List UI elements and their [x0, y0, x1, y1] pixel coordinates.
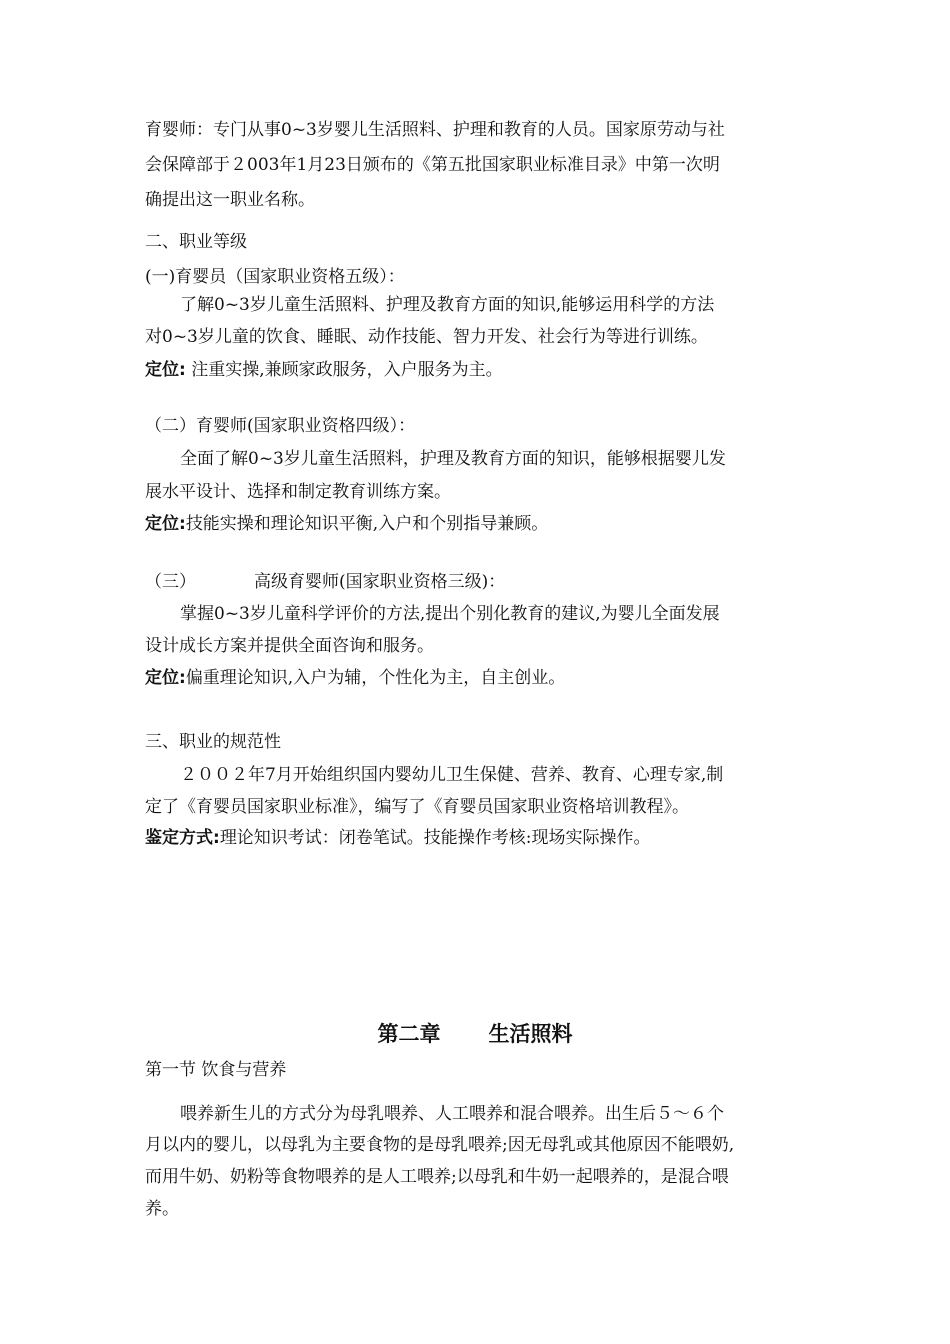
position-label: 定位: [145, 668, 186, 688]
feeding-line-1: 喂养新生儿的方式分为母乳喂养、人工喂养和混合喂养。出生后５～６个 [180, 1104, 724, 1124]
position-label: 定位: [145, 360, 186, 380]
intro-line-2: 会保障部于２003年1月23日颁布的《第五批国家职业标准目录》中第一次明 [145, 155, 720, 175]
level1-position [145, 358, 503, 382]
feeding-line-2: 月以内的婴儿，以母乳为主要食物的是母乳喂养;因无母乳或其他原因不能喂奶, [145, 1135, 735, 1155]
feeding-line-3: 而用牛奶、奶粉等食物喂养的是人工喂养;以母乳和牛奶一起喂养的，是混合喂 [145, 1167, 729, 1187]
level2-title: （二）育婴师(国家职业资格四级）： [145, 416, 416, 436]
level1-line-1: 了解0~3岁儿童生活照料、护理及教育方面的知识,能够运用科学的方法 [180, 295, 715, 315]
chapter-name: 生活照料 [488, 1022, 573, 1046]
level3-name: 高级育婴师(国家职业资格三级)： [254, 572, 506, 592]
section-title-diet: 第一节 饮食与营养 [145, 1060, 287, 1080]
norms-line-2: 定了《育婴员国家职业标准》，编写了《育婴员国家职业资格培训教程》。 [145, 797, 689, 817]
position-text: 注重实操,兼顾家政服务，入户服务为主。 [191, 360, 503, 380]
position-text: 技能实操和理论知识平衡,入户和个别指导兼顾。 [185, 514, 549, 534]
method-label: 鉴定方式: [145, 828, 220, 848]
level1-line-2: 对0~3岁儿童的饮食、睡眠、动作技能、智力开发、社会行为等进行训练。 [145, 327, 708, 347]
appraisal-method [145, 826, 651, 850]
level1-title: (一)育婴员（国家职业资格五级）： [145, 267, 405, 287]
level3-line-1: 掌握0~3岁儿童科学评价的方法,提出个别化教育的建议,为婴儿全面发展 [180, 604, 720, 624]
section-heading-levels: 二、职业等级 [145, 232, 247, 252]
intro-line-1: 育婴师：专门从事0~3岁婴儿生活照料、护理和教育的人员。国家原劳动与社 [145, 120, 725, 140]
level2-position [145, 512, 548, 536]
level3-position [145, 666, 565, 690]
level2-line-1: 全面了解0~3岁儿童生活照料，护理及教育方面的知识，能够根据婴儿发 [180, 449, 726, 469]
level3-number: （三） [145, 572, 196, 592]
level2-line-2: 展水平设计、选择和制定教育训练方案。 [145, 482, 451, 502]
feeding-line-4: 养。 [145, 1199, 179, 1219]
chapter-number: 第二章 [377, 1022, 441, 1046]
method-text: 理论知识考试：闭卷笔试。技能操作考核:现场实际操作。 [219, 828, 651, 848]
position-label: 定位: [145, 514, 186, 534]
level3-title [145, 570, 505, 594]
chapter-title [0, 1018, 950, 1048]
section-heading-norms: 三、职业的规范性 [145, 732, 281, 752]
level3-line-2: 设计成长方案并提供全面咨询和服务。 [145, 636, 434, 656]
norms-line-1: ２００２年7月开始组织国内婴幼儿卫生保健、营养、教育、心理专家,制 [180, 765, 724, 785]
intro-line-3: 确提出这一职业名称。 [145, 190, 315, 210]
position-text: 偏重理论知识,入户为辅，个性化为主，自主创业。 [185, 668, 566, 688]
